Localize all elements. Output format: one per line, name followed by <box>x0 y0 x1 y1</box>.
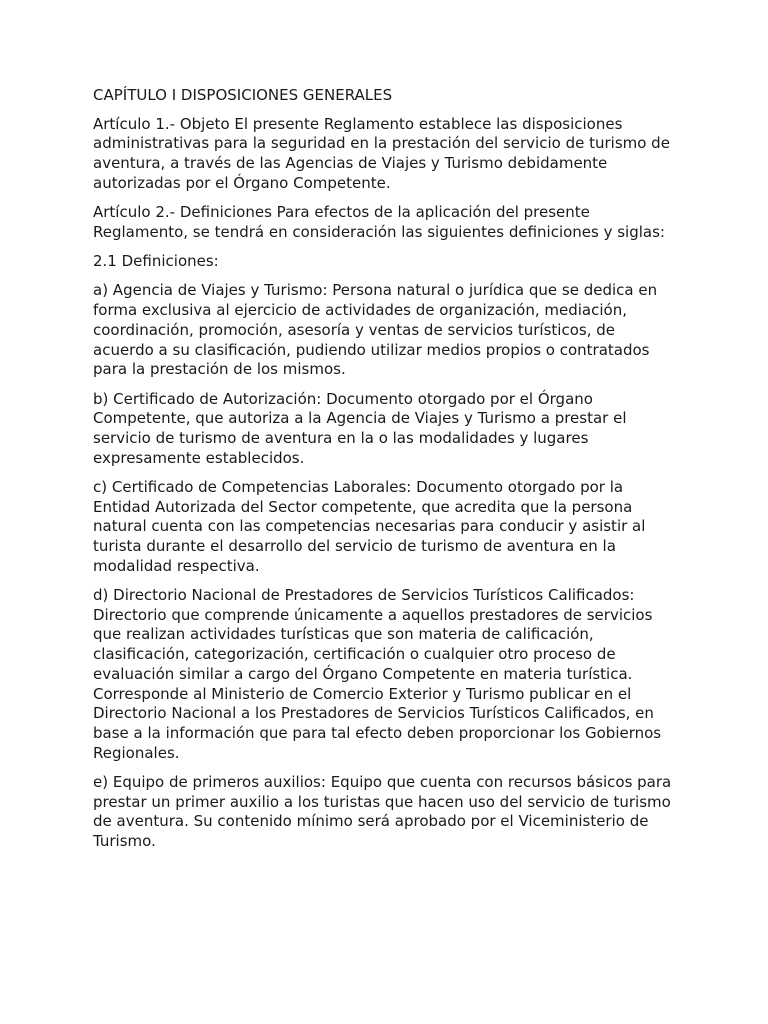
chapter-title: CAPÍTULO I DISPOSICIONES GENERALES <box>93 86 393 104</box>
definitions-heading: 2.1 Definiciones: <box>93 252 219 271</box>
definition-e-paragraph: e) Equipo de primeros auxilios: Equipo que cuenta con recursos básicos para prestar un primer auxilio a los turistas que hacen uso del servicio de turismo de aventura. Su contenido mínimo será aprobado por el Viceministerio de Turismo. <box>93 772 672 851</box>
article-2-paragraph: Artículo 2.- Definiciones Para efectos de la aplicación del presente Reglamento, se tendrá en consideración las siguientes definiciones y siglas: <box>93 203 665 241</box>
definition-c-paragraph: c) Certificado de Competencias Laborales: Documento otorgado por la Entidad Autorizada del Sector competente, que acredita que la persona natural cuenta con las competencias necesarias para conducir y asistir al turista durante el desarrollo del servicio de turismo de aventura en la modalidad respectiva. <box>93 477 646 575</box>
definition-a-paragraph: a) Agencia de Viajes y Turismo: Persona natural o jurídica que se dedica en forma exclusiva al ejercicio de actividades de organización, mediación, coordinación, promoción, asesoría y ventas de servicios turísticos, de acuerdo a su clasificación, pudiendo utilizar medios propios o contratados para la prestación de los mismos. <box>93 281 658 379</box>
definition-b-paragraph: b) Certificado de Autorización: Documento otorgado por el Órgano Competente, que autoriza a la Agencia de Viajes y Turismo a prestar el servicio de turismo de aventura en la o las modalidades y lugares expresamente establecidos. <box>93 389 627 467</box>
article-1-paragraph: Artículo 1.- Objeto El presente Reglamento establece las disposiciones administrativas para la seguridad en la prestación del servicio de turismo de aventura, a través de las Agencias de Viajes y Turismo debidamente autorizadas por el Órgano Competente. <box>93 114 670 192</box>
definition-d-paragraph: d) Directorio Nacional de Prestadores de Servicios Turísticos Calificados: Directorio que comprende únicamente a aquellos prestadores de servicios que realizan actividades turísticas que son materia de calificación, clasificación, categorización, certificación o cualquier otro proceso de evaluación similar a cargo del Órgano Competente en materia turística. Corresponde al Ministerio de Comercio Exterior y Turismo publicar en el Directorio Nacional a los Prestadores de Servicios Turísticos Calificados, en base a la información que para tal efecto deben proporcionar los Gobiernos Regionales. <box>93 586 662 762</box>
